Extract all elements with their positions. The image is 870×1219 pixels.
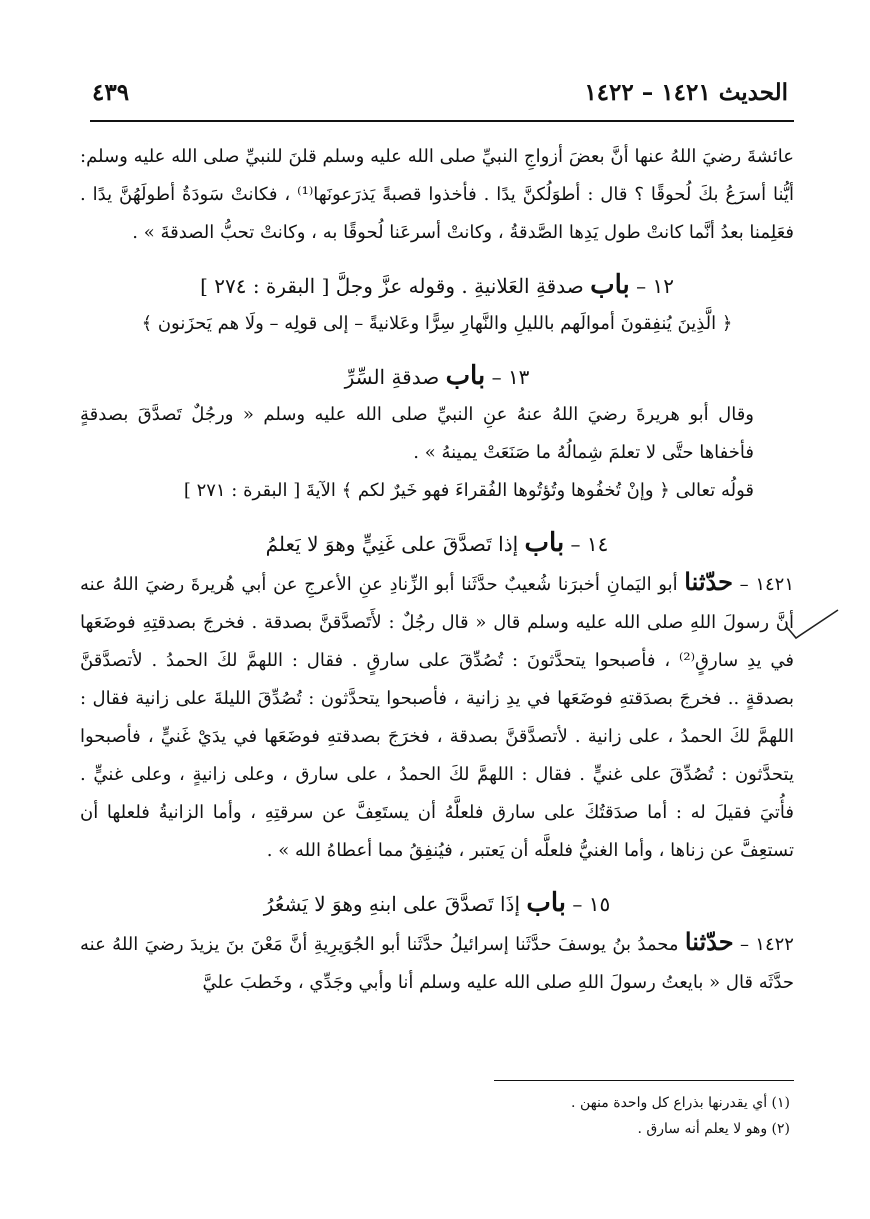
bab-13-word: باب	[445, 361, 486, 391]
checkmark-icon	[782, 606, 842, 642]
main-text	[80, 138, 794, 1002]
bab-13-number: ١٣ –	[491, 365, 530, 389]
bab-14-word: باب	[524, 528, 565, 558]
bab-13-heading	[80, 357, 794, 396]
footnote-rule	[494, 1080, 794, 1081]
hadith-1422-number: ١٤٢٢ –	[739, 934, 794, 955]
hadith-1421-word: حدّثنا	[684, 567, 733, 596]
hadith-1422-word: حدّثنا	[684, 927, 734, 956]
footnote-1: (١) أي يقدرنها بذراع كل واحدة منهن .	[571, 1095, 790, 1111]
intro-paragraph: عائشةَ رضيَ اللهُ عنها أنَّ بعضَ أزواجِ النبيِّ صلى الله عليه وسلم قلنَ للنبيِّ صلى الله عليه وسلم: أيُّنا أسرَعُ بكَ لُحوقًا ؟ قال : أطوَلُكنَّ يدًا . فأخذوا قصبةً يَذرَعونَها⁽¹⁾ ، فكانتْ سَودَةُ أطولَهُنَّ يدًا . فعَلِمنا بعدُ أنَّما كانتْ طول يَدِها الصَّدقةُ ، وكانتْ أسرعَنا لُحوقًا به ، وكانتْ تحبُّ الصدقةَ » .	[80, 146, 794, 243]
footnote-2: (٢) وهو لا يعلم أنه سارق .	[637, 1121, 790, 1137]
bab-15-heading	[80, 884, 794, 923]
hadith-1422-text: محمدُ بنُ يوسفَ حدَّثَنا إسرائيلُ حدَّثَنا أبو الجُوَيرِيةِ أنَّ مَعْنَ بنَ يزيدَ رضيَ اللهُ عنه حدَّثَه قال « بايعتُ رسولَ اللهِ صلى الله عليه وسلم أنا وأبي وجَدِّي ، وخَطبَ عليَّ	[80, 934, 794, 993]
bab-12-heading	[80, 266, 794, 305]
bab-14-title: إذا تَصدَّقَ على غَنِيٍّ وهوَ لا يَعلمُ	[265, 532, 519, 556]
bab-14-number: ١٤ –	[570, 532, 609, 556]
footnotes	[290, 1090, 790, 1142]
running-header	[92, 72, 788, 112]
header-rule	[90, 120, 794, 122]
header-title: الحديث ١٤٢١ – ١٤٢٢	[584, 78, 788, 106]
bab-15-title: إذَا تَصدَّقَ على ابنهِ وهوَ لا يَشعُرُ	[263, 892, 521, 916]
bab-12-number: ١٢ –	[636, 274, 674, 298]
hadith-1421	[80, 563, 794, 870]
bab-14-heading	[80, 524, 794, 563]
bab-15-number: ١٥ –	[572, 892, 611, 916]
hadith-1422	[80, 923, 794, 1002]
bab-12-title: صدقةِ العَلانيةِ . وقوله عزَّ وجلَّ [ البقرة : ٢٧٤ ]	[200, 274, 584, 298]
bab-12-verse: ﴿ الَّذِينَ يُنفِقونَ أموالَهم بالليلِ والنَّهارِ سِرًّا وعَلانيةً – إلى قولِه – ولَا هم يَحزَنون ﴾	[141, 313, 733, 334]
hadith-1421-text: أبو اليَمانِ أخبرَنا شُعيبٌ حدَّثَنا أبو الزِّنادِ عنِ الأعرجِ عن أبي هُريرةَ رضيَ اللهُ عنه أنَّ رسولَ اللهِ صلى الله عليه وسلم قال « قال رجُلٌ : لأَتَصدَّقنَّ بصدقة . فخرجَ بصدقتِهِ فوضَعَها في يدِ سارقٍ⁽²⁾ ، فأصبحوا يتحدَّثونَ : تُصُدِّقَ على سارقٍ . فقال : اللهمَّ لكَ الحمدُ . لأتصدَّقنَّ بصدقةٍ .. فخرجَ بصدَقتهِ فوضَعَها في يدِ زانية ، فأصبحوا يتحدَّثون : تُصُدِّقَ الليلةَ على زانية فقال : اللهمَّ لكَ الحمدُ ، على زانية . لأتصدَّقنَّ بصدقة ، فخرَجَ بصدقتهِ فوضَعَها في يدَيْ غَنيٍّ ، فأصبحوا يتحدَّثون : تُصُدِّقَ على غنيٍّ . فقال : اللهمَّ لكَ الحمدُ ، على سارق ، وعلى زانيةٍ ، وعلى غنيٍّ . فأُتيَ فقيلَ له : أما صدَقتُكَ على سارق فلعلَّهُ أن يستَعِفَّ عن سرقتِهِ ، وأما الزانيةُ فلعلها أن تستعِفَّ عن زناها ، وأما الغنيُّ فلعلَّه أن يَعتبر ، فيُنفِقُ مما أعطاهُ الله » .	[80, 574, 795, 861]
bab-13-verse: قولُه تعالى ﴿ وإنْ تُخفُوها وتُؤتُوها الفُقراءَ فهو خَيرٌ لكم ﴾ الآيةَ [ البقرة : ٢٧١ ]	[183, 480, 754, 501]
bab-12-word: باب	[590, 270, 630, 300]
bab-13-text: وقال أبو هريرةَ رضيَ اللهُ عنهُ عنِ النبيِّ صلى الله عليه وسلم « ورجُلٌ تَصدَّقَ بصدقةٍ فأخفاها حتَّى لا تعلمَ شِمالُهُ ما صَنَعَتْ يمينهُ » .	[80, 404, 754, 463]
bab-13-title: صدقةِ السِّرِّ	[344, 365, 440, 389]
page-number: ٤٣٩	[92, 78, 130, 106]
hadith-1421-number: ١٤٢١ –	[739, 574, 794, 595]
bab-15-word: باب	[526, 888, 567, 918]
